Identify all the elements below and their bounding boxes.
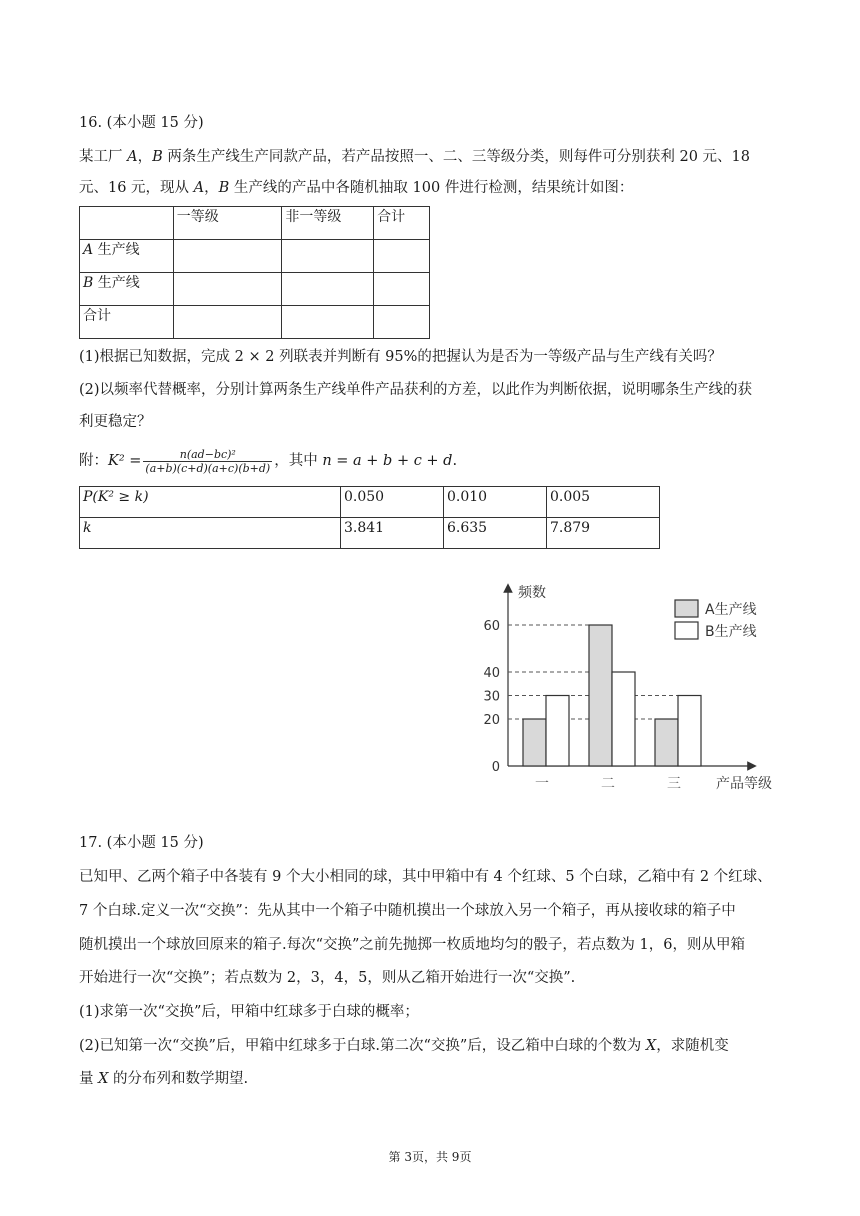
y-tick-label: 40	[483, 666, 500, 681]
formula-n: n = a + b + c + d	[322, 453, 453, 469]
table-row-label	[80, 273, 174, 306]
text: P(K² ≥ k)	[83, 489, 149, 505]
text: ，	[137, 149, 153, 165]
table-cell	[374, 273, 430, 306]
var-A: A	[193, 180, 205, 196]
legend-swatch	[675, 600, 698, 617]
q16-intro-line2	[79, 178, 633, 198]
var-X: X	[98, 1071, 109, 1087]
var-X: X	[645, 1038, 657, 1054]
frequency-bar-chart	[470, 578, 790, 798]
table-cell	[173, 273, 282, 306]
text: ，其中	[274, 453, 323, 469]
x-tick-label: 二	[601, 776, 615, 792]
q17-line3: 随机摸出一个球放回原来的箱子.每次“交换”之前先抛掷一枚质地均匀的骰子，若点数为 1，6，则从甲箱	[79, 937, 745, 953]
table-cell: 7.879	[547, 518, 660, 549]
y-tick-label: 20	[483, 713, 500, 728]
table-cell	[282, 240, 374, 273]
var-A: A	[127, 149, 138, 165]
table-cell	[80, 487, 341, 518]
table-cell	[80, 207, 174, 240]
text: 元、16 元，现从	[79, 180, 194, 196]
contingency-table	[79, 206, 430, 339]
q16-heading: 16. (本小题 15 分)	[79, 115, 204, 131]
y-axis-label: 频数	[518, 585, 546, 601]
y-tick-label: 0	[491, 760, 500, 775]
y-tick-label: 30	[483, 689, 500, 705]
bar	[612, 672, 635, 766]
table-cell	[282, 273, 374, 306]
table-cell: 3.841	[341, 518, 444, 549]
formula-fraction	[143, 448, 272, 475]
table-cell	[374, 306, 430, 339]
q16-part2-line2: 利更稳定？	[79, 414, 152, 430]
text: 的分布列和数学期望.	[108, 1071, 249, 1087]
var-B: B	[152, 149, 163, 165]
text: 生产线	[93, 242, 140, 258]
table-cell: 0.050	[341, 487, 444, 518]
table-row-label	[80, 240, 174, 273]
q16-intro-line1	[79, 147, 750, 167]
text: (2)已知第一次“交换”后，甲箱中红球多于白球.第二次“交换”后，设乙箱中白球的个数为	[79, 1038, 646, 1054]
text: ，	[204, 180, 219, 196]
text: 两条生产线生产同款产品，若产品按照一、二、三等级分类，则每件可分别获利 20 元、18	[162, 149, 750, 165]
bar	[655, 719, 678, 766]
table-cell	[173, 306, 282, 339]
q17-line2: 7 个白球.定义一次“交换”：先从其中一个箱子中随机摸出一个球放入另一个箱子，再从接收球的箱子中	[79, 903, 736, 919]
table-cell	[80, 518, 341, 549]
text: ，求随机变	[656, 1038, 729, 1054]
bar	[546, 696, 569, 767]
page-footer: 第 3页，共 9页	[388, 1150, 472, 1164]
text: k	[83, 520, 92, 536]
critical-value-table	[79, 486, 660, 549]
legend-swatch	[675, 622, 698, 639]
fraction-numerator: n(ad−bc)²	[143, 448, 272, 462]
table-cell	[374, 240, 430, 273]
q16-part2-line1: (2)以频率代替概率，分别计算两条生产线单件产品获利的方差，以此作为判断依据，说明哪条生产线的获	[79, 382, 753, 398]
text: .	[452, 453, 458, 469]
bar	[678, 696, 701, 767]
q17-part1: (1)求第一次“交换”后，甲箱中红球多于白球的概率；	[79, 1004, 419, 1020]
table-cell: 6.635	[444, 518, 547, 549]
table-cell	[173, 240, 282, 273]
var-A: A	[83, 242, 94, 258]
formula-k2: K² =	[108, 453, 142, 469]
q17-line4: 开始进行一次“交换”；若点数为 2，3，4，5，则从乙箱开始进行一次“交换”.	[79, 970, 576, 986]
table-row-label: 合计	[80, 306, 174, 339]
var-B: B	[83, 275, 94, 291]
x-tick-label: 三	[667, 776, 681, 792]
bar	[523, 719, 546, 766]
q16-part1: (1)根据已知数据，完成 2 × 2 列联表并判断有 95%的把握认为是否为一等级产品与生产线有关吗？	[79, 349, 722, 365]
table-header: 一等级	[173, 207, 282, 240]
legend-label: B生产线	[705, 624, 757, 640]
text: 附：	[79, 453, 108, 469]
table-cell: 0.010	[444, 487, 547, 518]
table-cell	[282, 306, 374, 339]
q17-part2-line1	[79, 1036, 729, 1056]
q16-appendix	[79, 446, 457, 476]
y-tick-label: 60	[483, 619, 500, 634]
q17-line1: 已知甲、乙两个箱子中各装有 9 个大小相同的球，其中甲箱中有 4 个红球、5 个白球，乙箱中有 2 个红球、	[79, 869, 772, 885]
table-header: 非一等级	[282, 207, 374, 240]
x-axis-label: 产品等级	[716, 776, 772, 792]
text: 生产线	[93, 275, 140, 291]
q17-heading: 17. (本小题 15 分)	[79, 835, 204, 851]
text: 某工厂	[79, 149, 128, 165]
x-tick-label: 一	[535, 776, 549, 792]
fraction-denominator: (a+b)(c+d)(a+c)(b+d)	[145, 461, 271, 475]
table-header: 合计	[374, 207, 430, 240]
var-B: B	[218, 180, 230, 196]
table-cell: 0.005	[547, 487, 660, 518]
legend-label: A生产线	[705, 602, 757, 618]
text: 生产线的产品中各随机抽取 100 件进行检测，结果统计如图：	[229, 180, 634, 196]
text: 量	[79, 1071, 99, 1087]
bar	[589, 625, 612, 766]
q17-part2-line2	[79, 1069, 248, 1089]
